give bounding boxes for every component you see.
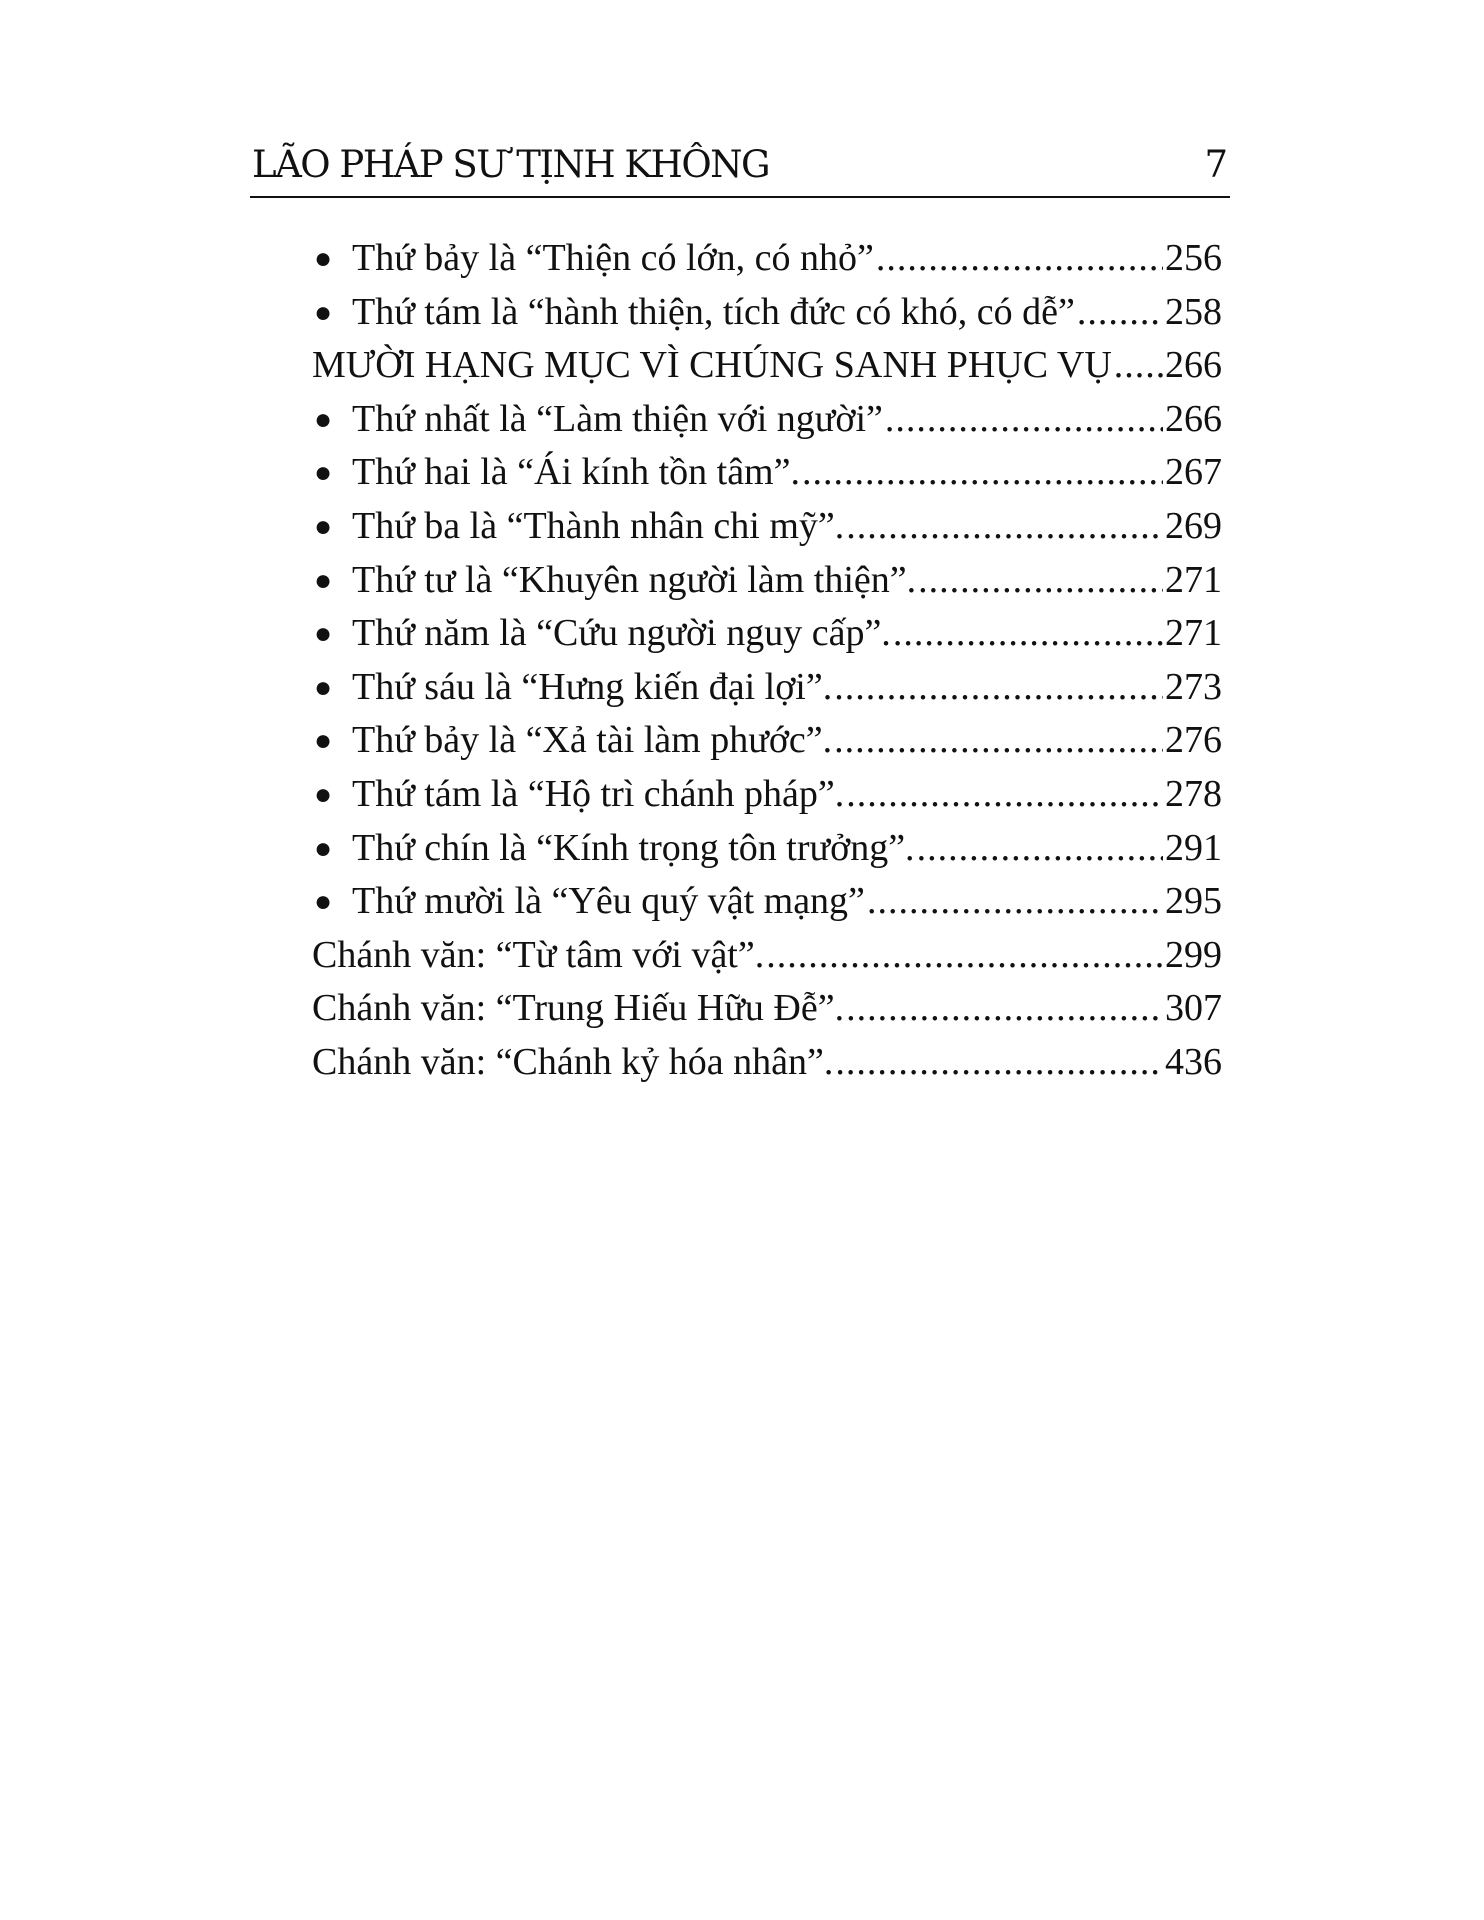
toc-entry — [312, 714, 1222, 768]
dot-leader — [846, 768, 1163, 822]
toc-entry-title: Thứ bảy là “Xả tài làm phước”. — [352, 719, 833, 762]
toc-entry-title: Thứ tám là “Hộ trì chánh pháp”. — [352, 772, 845, 815]
dot-leader — [1077, 286, 1163, 340]
bullet-icon: ● — [314, 670, 333, 704]
running-header — [250, 138, 1230, 198]
toc-entry — [312, 929, 1222, 983]
page-number: 7 — [1204, 143, 1228, 186]
toc-entry — [312, 768, 1222, 822]
toc-entry-page: 266 — [1165, 344, 1222, 387]
bullet-icon: ● — [314, 456, 333, 490]
toc-entry-page: 299 — [1165, 933, 1222, 976]
dot-leader — [834, 661, 1163, 715]
dot-leader — [917, 822, 1163, 876]
toc-entry-page: 278 — [1165, 772, 1222, 815]
bullet-icon: ● — [314, 724, 333, 758]
toc-entry — [312, 554, 1222, 608]
toc-entry — [312, 500, 1222, 554]
toc-entry-page: 266 — [1165, 397, 1222, 440]
toc-entry-title: Thứ hai là “Ái kính tồn tâm”. — [352, 451, 800, 494]
toc-entry-page: 436 — [1165, 1040, 1222, 1083]
toc-entry — [312, 286, 1222, 340]
toc-entry-page: 307 — [1165, 987, 1222, 1030]
toc-entry-page: 295 — [1165, 880, 1222, 923]
dot-leader — [834, 714, 1163, 768]
toc-entry-page: 276 — [1165, 719, 1222, 762]
dot-leader — [918, 554, 1163, 608]
bullet-icon: ● — [314, 242, 333, 275]
bullet-icon: ● — [314, 509, 333, 543]
toc-entry — [312, 1036, 1222, 1090]
toc-entry-page: 267 — [1165, 451, 1222, 494]
toc-entry — [312, 982, 1222, 1036]
toc-entry-title: Thứ tư là “Khuyên người làm thiện”. — [352, 558, 917, 601]
dot-leader — [846, 982, 1163, 1036]
toc-entry-page: 271 — [1165, 612, 1222, 655]
dot-leader — [802, 446, 1163, 500]
toc-entry — [312, 661, 1222, 715]
bullet-icon: ● — [314, 885, 333, 919]
dot-leader — [867, 875, 1163, 929]
running-title: LÃO PHÁP SƯ TỊNH KHÔNG — [252, 143, 770, 186]
toc-entry-page: 291 — [1165, 826, 1222, 869]
toc-entry-page: 256 — [1165, 237, 1222, 279]
toc-entry-title: Thứ năm là “Cứu người nguy cấp”. — [352, 612, 891, 655]
toc-entry-title: Thứ mười là “Yêu quý vật mạng” — [352, 880, 865, 923]
dot-leader — [766, 929, 1163, 983]
toc-entry — [312, 875, 1222, 929]
toc-entry — [312, 393, 1222, 447]
toc-entry-title: Thứ nhất là “Làm thiện với người” — [352, 397, 883, 440]
toc-entry — [312, 339, 1222, 393]
dot-leader — [876, 232, 1163, 286]
toc-entry-title: Thứ tám là “hành thiện, tích đức có khó, có dễ” — [352, 290, 1075, 333]
dot-leader — [835, 1036, 1163, 1090]
toc-entry-page: 258 — [1165, 290, 1222, 333]
bullet-icon: ● — [314, 617, 333, 651]
toc-entry-page: 271 — [1165, 558, 1222, 601]
toc-entry-page: 269 — [1165, 504, 1222, 547]
dot-leader — [893, 607, 1163, 661]
toc-entry-title: Chánh văn: “Từ tâm với vật”. — [312, 933, 765, 976]
bullet-icon: ● — [314, 295, 333, 329]
toc-entry — [312, 607, 1222, 661]
toc-entry-page: 273 — [1165, 665, 1222, 708]
bullet-icon: ● — [314, 831, 333, 865]
toc-entry-title: Thứ sáu là “Hưng kiến đại lợi”. — [352, 665, 833, 708]
toc-entry-title: Thứ ba là “Thành nhân chi mỹ”. — [352, 504, 845, 547]
dot-leader — [1114, 339, 1163, 393]
toc-entry-title: Chánh văn: “Trung Hiếu Hữu Đễ”. — [312, 987, 845, 1030]
table-of-contents — [312, 232, 1222, 1090]
toc-entry — [312, 232, 1222, 286]
toc-entry-title: Chánh văn: “Chánh kỷ hóa nhân”. — [312, 1040, 834, 1083]
toc-entry-title: Thứ bảy là “Thiện có lớn, có nhỏ” — [352, 237, 874, 279]
bullet-icon: ● — [314, 777, 333, 811]
toc-entry — [312, 446, 1222, 500]
bullet-icon: ● — [314, 563, 333, 597]
toc-entry-title: MƯỜI HẠNG MỤC VÌ CHÚNG SANH PHỤC VỤ — [312, 344, 1112, 387]
bullet-icon: ● — [314, 402, 333, 436]
dot-leader — [885, 393, 1163, 447]
toc-entry-title: Thứ chín là “Kính trọng tôn trưởng”. — [352, 826, 915, 869]
toc-entry — [312, 822, 1222, 876]
dot-leader — [846, 500, 1163, 554]
